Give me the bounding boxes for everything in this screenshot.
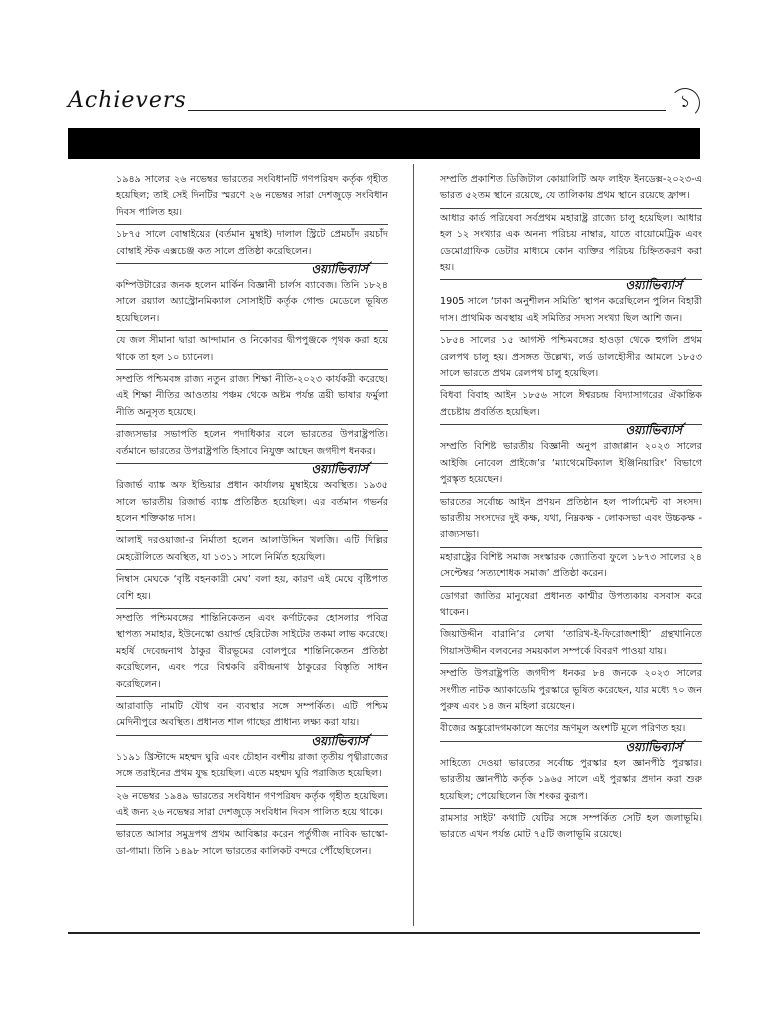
fact-item: আলাই দরওয়াজা-র নির্মাতা হলেন আলাউদ্দিন খলজি। এটি দিল্লির মেহরৌলিতে অবস্থিত, যা ১৩১১ সালে নির্মিত হয়েছিল। bbox=[116, 531, 388, 570]
fact-item: ১৯৪৯ সালের ২৬ নভেম্বর ভারতের সংবিধানটি গণপরিষদ কর্তৃক গৃহীত হয়েছিল; তাই সেই দিনটির স্মরণে ২৬ নভেম্বর সারা দেশজুড়ে সংবিধান দিবস পালিত হয়। bbox=[116, 170, 388, 225]
fact-item: বিধবা বিবাহ আইন ১৮৫৬ সালে ঈশ্বরচন্দ্র বিদ্যাসাগরের ঐকান্তিক প্রচেষ্টায় প্রবর্তিত হয়েছিল। bbox=[440, 386, 702, 425]
fact-item: সম্প্রতি পশ্চিমবঙ্গ রাজ্য নতুন রাজ্য শিক্ষা নীতি-২০২৩ কার্যকরী করেছে। এই শিক্ষা নীতির আওতায় পঞ্চম থেকে অষ্টম পর্যন্ত ত্রয়ী ভাষার ফর্মুলা নীতি অনুসৃত হয়েছে। bbox=[116, 370, 388, 425]
footer-rule bbox=[68, 932, 700, 934]
achievers-mark: ওয়্যাভিব্যার্স bbox=[311, 262, 368, 277]
header-rule bbox=[188, 110, 666, 111]
left-column bbox=[116, 170, 388, 863]
fact-item: রাজ্যসভার সভাপতি হলেন পদাধিকার বলে ভারতের উপরাষ্ট্রপতি। বর্তমানে ভারতের উপরাষ্ট্রপতি হিসাবে নিযুক্ত আছেন জগদীপ ধনকর। bbox=[116, 425, 388, 464]
fact-item: জিয়াউদ্দীন বারানি’র লেখা ‘তারিখ-ই-ফিরোজশাহী’ গ্রন্থখানিতে গিয়াসউদ্দীন বলবনের সময়কাল সম্পর্কে বিবরণ পাওয়া যায়। bbox=[440, 625, 702, 664]
fact-item: ভারতের সর্বোচ্চ আইন প্রণয়ন প্রতিষ্ঠান হল পার্লামেন্ট বা সংসদ। ভারতীয় সংসদের দুই কক্ষ, যথা, নিম্নকক্ষ - লোকসভা এবং উচ্চকক্ষ - রাজ্যসভা। bbox=[440, 493, 702, 548]
fact-item: রামসার সাইট’ কথাটি যেটির সঙ্গে সম্পর্কিত সেটি হল জলাভূমি। ভারতে এখন পর্যন্ত মোট ৭৫টি জলাভূমি রয়েছে। bbox=[440, 813, 702, 841]
fact-item: সম্প্রতি প্রকাশিত ডিজিটাল কোয়ালিটি অফ লাইফ ইনডেক্স-২০২৩-এ ভারত ৫২তম স্থানে রয়েছে, যে তালিকায় প্রথম স্থানে রয়েছে ফ্রান্স। bbox=[440, 170, 702, 209]
page-number: ১ bbox=[670, 88, 700, 118]
fact-item: মহারাষ্ট্রের বিশিষ্ট সমাজ সংস্কারক জ্যোতিবা ফুলে ১৮৭৩ সালের ২৪ সেপ্টেম্বর ‘সত্যশোধক সমাজ’ প্রতিষ্ঠা করেন। bbox=[440, 548, 702, 587]
fact-item: ভারতে আসার সমুদ্রপথ প্রথম আবিষ্কার করেন পর্তুগীজ নাবিক ভাস্কো-ডা-গামা। তিনি ১৪৯৮ সালে ভারতের কালিকট বন্দরে পৌঁছেছিলেন। bbox=[116, 829, 388, 857]
right-column bbox=[440, 170, 702, 847]
fact-item: আধার কার্ড পরিষেবা সর্বপ্রথম মহারাষ্ট্র রাজ্যে চালু হয়েছিল। আধার হল ১২ সংখ্যার এক অনন্য পরিচয় নাম্বার, যাতে বায়োমেট্রিক এবং ডেমোগ্রাফিক ডেটার মাধ্যমে কোন ব্যক্তির পরিচয় চিহ্নিতকরণ করা হয়। bbox=[440, 209, 702, 281]
fact-item: ১৮৫৪ সালের ১৫ আগস্ট পশ্চিমবঙ্গের হাওড়া থেকে হুগলি প্রথম রেলপথ চালু হয়। প্রসঙ্গত উল্লেখ্য, লর্ড ডালহৌসীর আমলে ১৮৫৩ সালে ভারতে প্রথম রেলপথ চালু হয়েছিল। bbox=[440, 331, 702, 386]
fact-item: ১১৯১ খ্রিস্টাব্দে মহম্মদ ঘুরি এবং চৌহান বংশীয় রাজা তৃতীয় পৃথ্বীরাজের সঙ্গে তরাইনের প্রথম যুদ্ধ হয়েছিল। এতে মহম্মদ ঘুরি পরাজিত হয়েছিল। bbox=[116, 748, 388, 787]
fact-item: সম্প্রতি বিশিষ্ট ভারতীয় বিজ্ঞানী অনুপ রাজাপ্পান ২০২৩ সালের আইজি নোবেল প্রাইজে’র ‘ম্যাথেমেটিক্যাল ইঞ্জিনিয়ারিং’ বিভাগে পুরস্কৃত হয়েছেন। bbox=[440, 437, 702, 492]
achievers-mark: ওয়্যাভিব্যার্স bbox=[311, 733, 368, 748]
achievers-mark: ওয়্যাভিব্যার্স bbox=[625, 278, 682, 293]
achievers-mark: ওয়্যাভিব্যার্স bbox=[625, 739, 682, 754]
fact-item: আরাবাড়ি নামটি যৌথ বন ব্যবস্থার সঙ্গে সম্পর্কিত। এটি পশ্চিম মেদিনীপুরে অবস্থিত। প্রধানত শাল গাছের প্রাধান্য লক্ষ্য করা যায়। bbox=[116, 697, 388, 736]
fact-item: ১৮৭৫ সালে বোম্বাইয়ের (বর্তমান মুম্বাই) দালাল স্ট্রিটে প্রেমচাঁদ রয়চাঁদ বোম্বাই স্টক এক্সচেঞ্জ কত সালে প্রতিষ্ঠা করেছিলেন। bbox=[116, 225, 388, 264]
fact-item: বীজের অঙ্কুরোদগমকালে ভ্রূণের ভ্রূণমূল অংশটি মূলে পরিণত হয়। bbox=[440, 719, 702, 741]
fact-item: 1905 সালে ‘ঢাকা অনুশীলন সমিতি’ স্থাপন করেছিলেন পুলিন বিহারী দাস। প্রাথমিক অবস্থায় এই সমিতির সদস্য সংখ্যা ছিল আশি জন। bbox=[440, 292, 702, 331]
fact-item: নিম্বাস মেঘকে ‘বৃষ্টি বহনকারী মেঘ’ বলা হয়, কারণ এই মেঘে বৃষ্টিপাত বেশি হয়। bbox=[116, 570, 388, 609]
fact-item: সম্প্রতি পশ্চিমবঙ্গের শান্তিনিকেতন এবং কর্ণাটকের হোসলার পবিত্র স্থাপত্য সমাহার, ইউনেস্কো ওয়ার্ল্ড হেরিটেজ সাইটের তকমা লাভ করেছে। মহর্ষি দেবেন্দ্রনাথ ঠাকুর বীরভূমের বোলপুরে শান্তিনিকেতন প্রতিষ্ঠা করেছিলেন, এবং পরে বিশ্বকবি রবীন্দ্রনাথ ঠাকুরের বিস্তৃতি সাধন করেছিলেন। bbox=[116, 609, 388, 697]
page-header bbox=[68, 84, 700, 124]
fact-item: যে জল সীমানা দ্বারা আন্দামান ও নিকোবর দ্বীপপুঞ্জকে পৃথক করা হয়ে থাকে তা হল ১০ চ্যানেল। bbox=[116, 331, 388, 370]
achievers-mark: ওয়্যাভিব্যার্স bbox=[311, 462, 368, 477]
achievers-mark: ওয়্যাভিব্যার্স bbox=[625, 423, 682, 438]
fact-item: ২৬ নভেম্বর ১৯৪৯ ভারতের সংবিধান গণপরিষদ কর্তৃক গৃহীত হয়েছিল। এই জন্য ২৬ নভেম্বর সারা দেশজুড়ে সংবিধান দিবস পালিত হয়ে থাকে। bbox=[116, 787, 388, 826]
fact-item: সম্প্রতি উপরাষ্ট্রপতি জগদীপ ধনকর ৮৪ জনকে ২০২৩ সালের সংগীত নাটক অ্যাকাডেমি পুরস্কারে ভূষিত করেছেন, যার মধ্যে ৭০ জন পুরুষ এবং ১৪ জন মহিলা রয়েছেন। bbox=[440, 664, 702, 719]
brand-title: Achievers bbox=[68, 88, 187, 113]
fact-item: রিজার্ভ ব্যাঙ্ক অফ ইন্ডিয়ার প্রধান কার্যালয় মুম্বাইয়ে অবস্থিত। ১৯৩৫ সালে ভারতীয় রিজার্ভ ব্যাঙ্ক প্রতিষ্ঠিত হয়েছিল। এর বর্তমান গভর্নর হলেন শক্তিকান্ত দাস। bbox=[116, 476, 388, 531]
column-divider bbox=[413, 164, 414, 926]
fact-item: কম্পিউটারের জনক হলেন মার্কিন বিজ্ঞানী চার্লস ব্যাবেজ। তিনি ১৮২৪ সালে রয়্যাল অ্যাস্ট্রোনমিক্যাল সোসাইটি কর্তৃক গোল্ড মেডেলে ভূষিত হয়েছিলেন। bbox=[116, 276, 388, 331]
fact-item: সাহিত্যে দেওয়া ভারতের সর্বোচ্চ পুরস্কার হল জ্ঞানপীঠ পুরস্কার। ভারতীয় জ্ঞানপীঠ কর্তৃক ১৯৬৫ সালে এই পুরস্কার প্রদান করা শুরু হয়েছিল; পেয়েছিলেন জি শংকর কুরূপ। bbox=[440, 754, 702, 809]
header-band bbox=[68, 128, 700, 159]
fact-item: ডোগরা জাতির মানুষেরা প্রধানত কাশ্মীর উপত্যকায় বসবাস করে থাকেন। bbox=[440, 587, 702, 626]
